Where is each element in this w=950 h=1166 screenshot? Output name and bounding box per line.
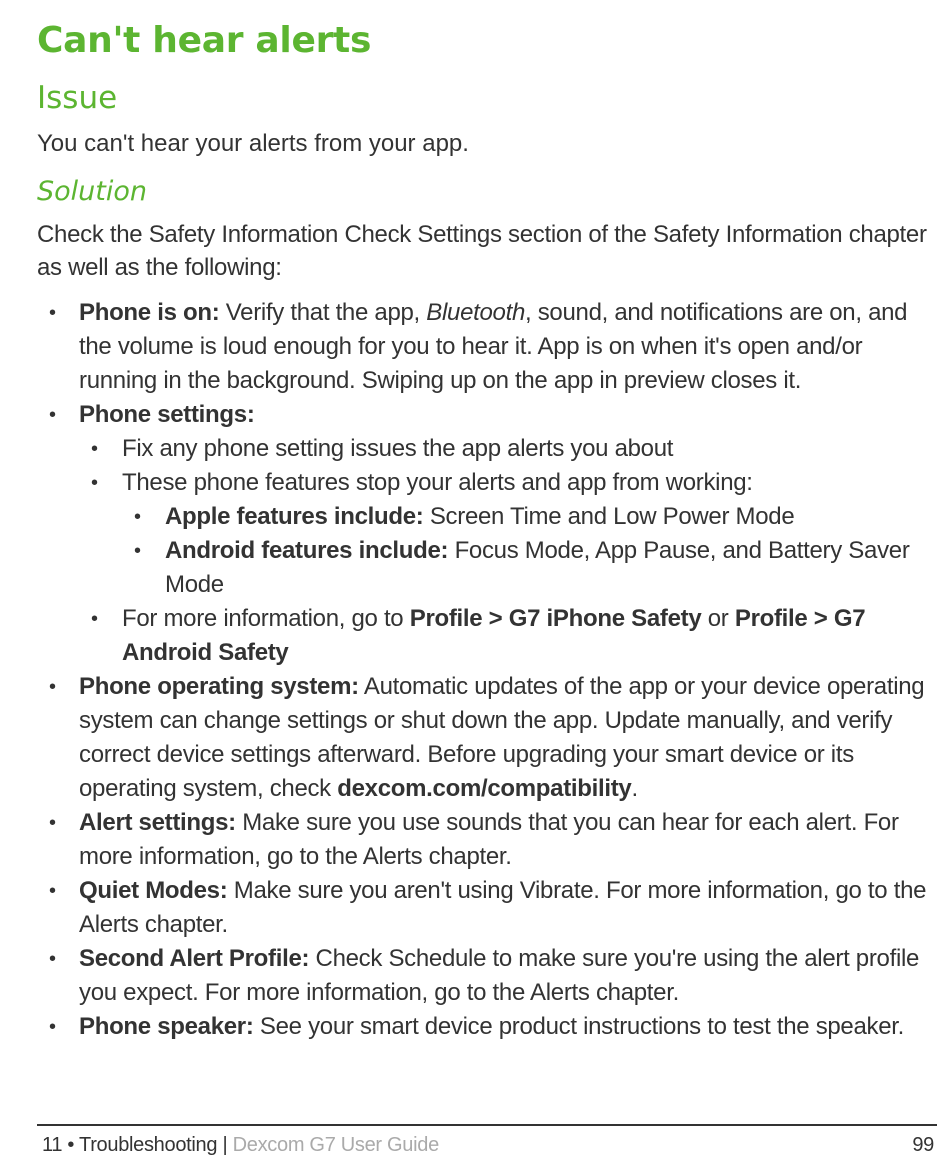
item-text: See your smart device product instructions to test the speaker. [253, 1013, 905, 1040]
page-footer [42, 1132, 934, 1158]
bullet-icon: • [49, 948, 56, 970]
item-label: Second Alert Profile: [79, 945, 310, 972]
solution-intro: Check the Safety Information Check Settings section of the Safety Information chapter as well as the following: [37, 221, 927, 281]
menu-path-iphone: Profile > G7 iPhone Safety [409, 605, 702, 632]
item-text: Focus Mode, App Pause, and Battery Saver Mode [165, 537, 910, 598]
list-item-speaker [37, 1010, 937, 1044]
sub-sublist-item-apple [122, 500, 937, 534]
issue-heading: Issue [37, 80, 118, 116]
list-item-second-profile [37, 942, 937, 1010]
item-text: For more information, go to [122, 605, 410, 632]
bullet-icon: • [49, 812, 56, 834]
solution-heading: Solution [37, 176, 147, 207]
item-text: Make sure you use sounds that you can hear for each alert. For more information, go to the Alerts chapter. [79, 809, 899, 870]
item-text: Make sure you aren't using Vibrate. For more information, go to the Alerts chapter. [79, 877, 927, 938]
item-text: , sound, and notifications are on, and the volume is loud enough for you to hear it. App is on when it's open and/or running in the background. Swiping up on the app in preview closes it. [79, 299, 908, 394]
page-number: 99 [912, 1134, 934, 1156]
bullet-icon: • [49, 880, 56, 902]
footer-divider [37, 1124, 937, 1126]
item-italic: Bluetooth [426, 299, 525, 326]
item-text: or [701, 605, 735, 632]
sub-sublist [122, 500, 937, 602]
solution-list [37, 296, 937, 1044]
item-text: Screen Time and Low Power Mode [423, 503, 795, 530]
issue-text: You can't hear your alerts from your app. [37, 130, 469, 157]
bullet-icon: • [49, 404, 56, 426]
item-label: Phone speaker: [79, 1013, 254, 1040]
item-label: Alert settings: [79, 809, 236, 836]
list-item-phone-settings [37, 398, 937, 670]
item-label: Phone settings: [79, 401, 255, 428]
bullet-icon: • [91, 472, 98, 494]
list-item-quiet-modes [37, 874, 937, 942]
bullet-icon: • [134, 540, 141, 562]
footer-chapter: 11 • Troubleshooting | [42, 1134, 233, 1156]
item-label: Android features include: [165, 537, 449, 564]
item-text: Check Schedule to make sure you're using the alert profile you expect. For more information, go to the Alerts chapter. [79, 945, 920, 1006]
menu-path-android: Profile > G7 Android Safety [122, 605, 866, 666]
list-item-phone-on [37, 296, 937, 398]
item-text: These phone features stop your alerts and app from working: [122, 469, 753, 496]
sublist-item [79, 432, 937, 466]
item-label: Apple features include: [165, 503, 424, 530]
bullet-icon: • [91, 438, 98, 460]
item-label: Phone is on: [79, 299, 220, 326]
sublist-item [79, 466, 937, 602]
bullet-icon: • [91, 608, 98, 630]
item-label: Quiet Modes: [79, 877, 228, 904]
bullet-icon: • [49, 302, 56, 324]
list-item-os [37, 670, 937, 806]
item-text: Verify that the app, [219, 299, 427, 326]
page-title: Can't hear alerts [37, 20, 372, 61]
sub-sublist-item-android [122, 534, 937, 602]
item-label: Phone operating system: [79, 673, 359, 700]
list-item-alert-settings [37, 806, 937, 874]
compatibility-link: dexcom.com/compatibility [337, 775, 632, 802]
item-text: Fix any phone setting issues the app alerts you about [122, 435, 674, 462]
item-text: Automatic updates of the app or your device operating system can change settings or shut down the app. Update manually, and verify correct device settings afterward. Before upgrading your smart device or its operating system, check [79, 673, 925, 802]
sublist-item [79, 602, 937, 670]
bullet-icon: • [49, 676, 56, 698]
footer-guide-title: Dexcom G7 User Guide [232, 1134, 439, 1156]
bullet-icon: • [134, 506, 141, 528]
bullet-icon: • [49, 1016, 56, 1038]
item-text: . [631, 775, 638, 802]
sublist [79, 432, 937, 670]
